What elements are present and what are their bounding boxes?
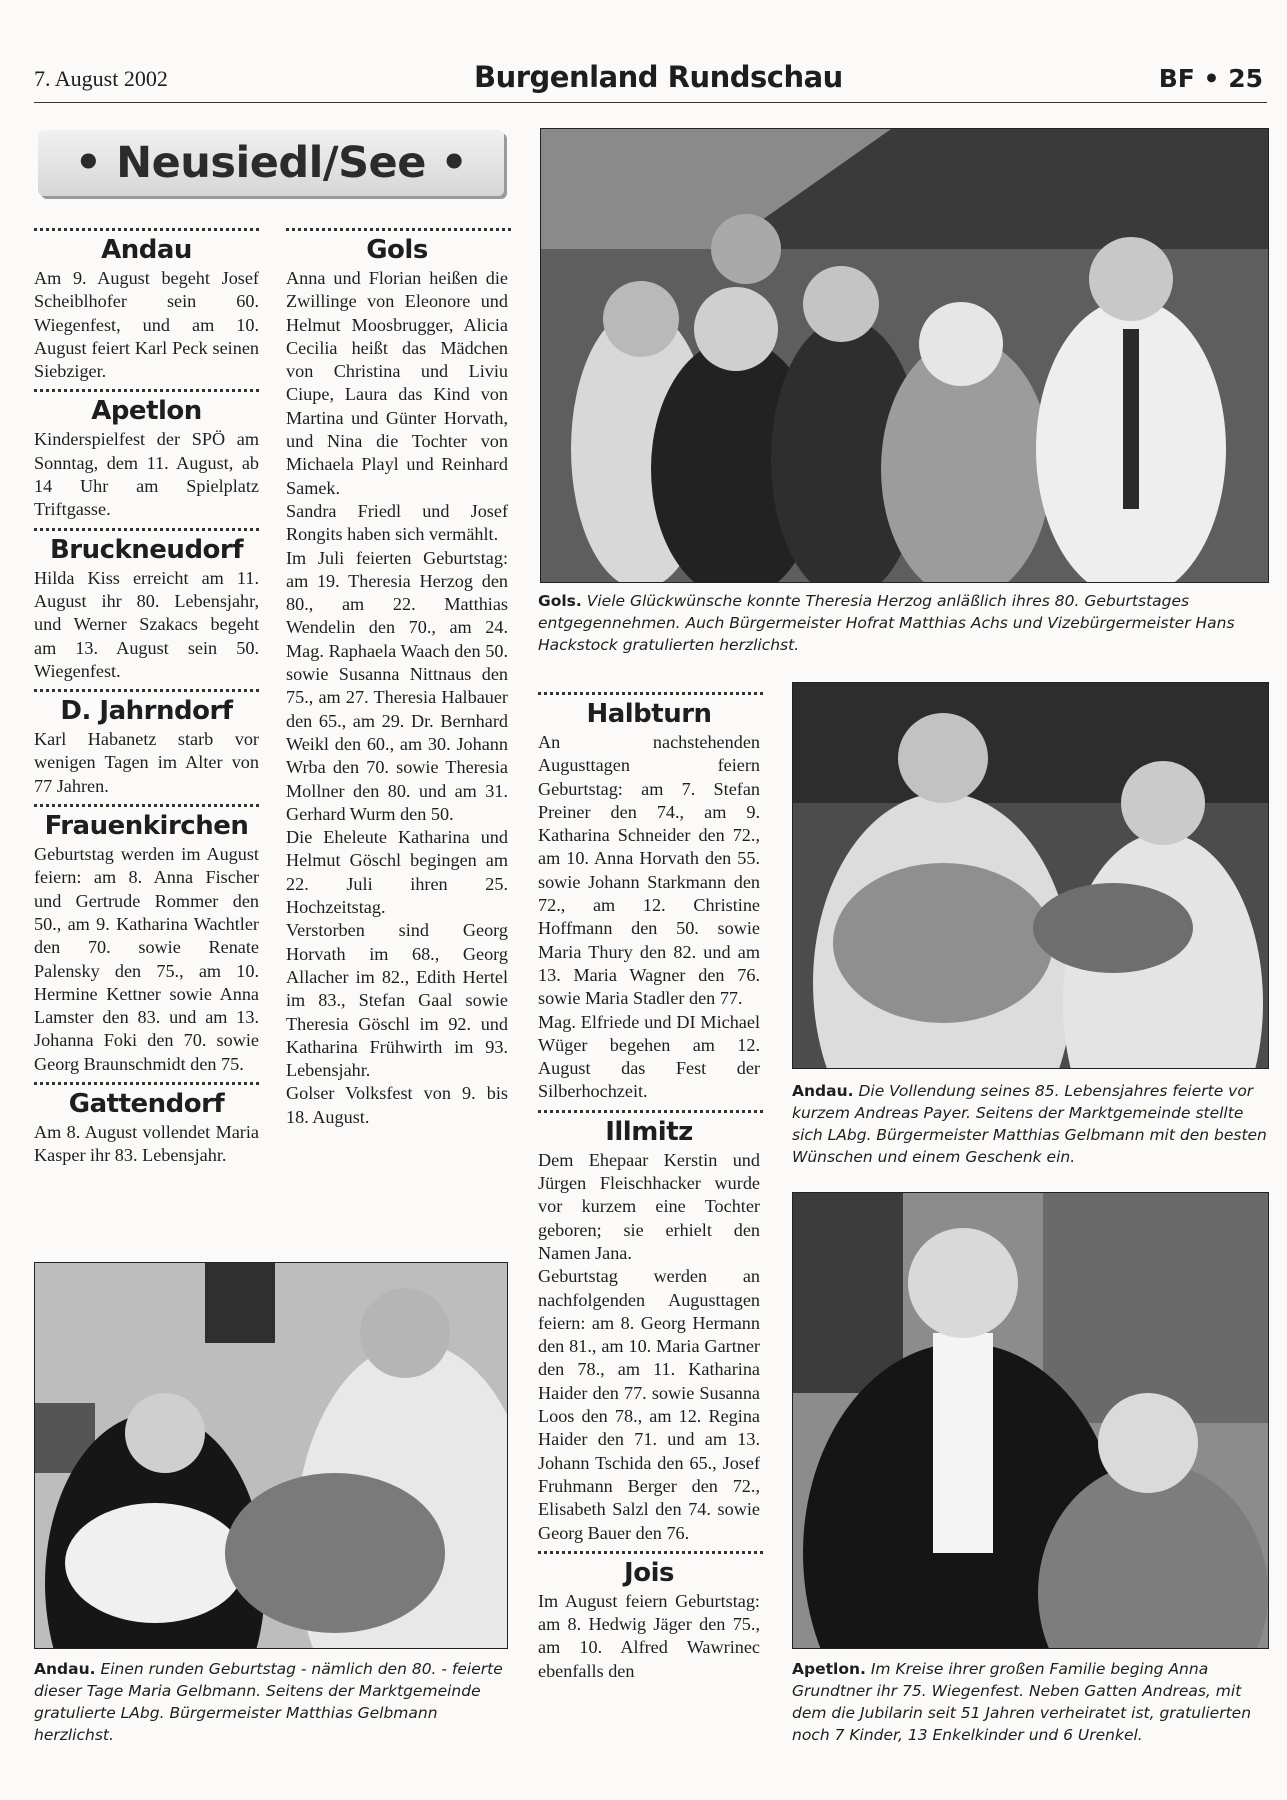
section-paragraph: Die Eheleute Katharina und Helmut Göschl begingen am 22. Juli ihren 25. Hochzeitstag. xyxy=(286,827,508,918)
dotted-divider xyxy=(34,528,259,531)
dotted-divider xyxy=(34,804,259,807)
newspaper-title: Burgenland Rundschau xyxy=(474,60,843,94)
section-paragraph: Sandra Friedl und Josef Rongits haben sich vermählt. xyxy=(286,500,508,545)
section-paragraph: Kinderspielfest der SPÖ am Sonntag, dem 11. August, ab 14 Uhr am Spielplatz Triftgasse. xyxy=(34,429,259,520)
section-paragraph: Im Juli feierten Geburtstag: am 19. Theresia Herzog den 80., am 22. Matthias Wendelin den 70., am 24. Mag. Raphaela Waach den 50. sowie Susanna Nittnaus den 75., am 27. Theresia Halbauer den 65., am 29. Dr. Bernhard Weikl den 60., am 30. Johann Wrba den 70. sowie Theresia Mollner den 80. und am 31. Gerhard Wurm den 50. xyxy=(286,547,508,824)
column-3 xyxy=(538,692,760,1683)
news-section xyxy=(34,1082,259,1168)
dotted-divider xyxy=(34,689,259,692)
news-section xyxy=(538,1551,760,1683)
section-paragraph: Im August feiern Geburtstag: am 8. Hedwig Jäger den 75., am 10. Alfred Wawrinec ebenfalls den xyxy=(538,1590,760,1681)
dotted-divider xyxy=(34,389,259,392)
issue-date: 7. August 2002 xyxy=(34,66,168,91)
caption-gols xyxy=(538,590,1267,656)
caption-text: Die Vollendung seines 85. Lebensjahres feierte vor kurzem Andreas Payer. Seitens der Marktgemeinde stellte sich LAbg. Bürgermeister Matthias Gelbmann mit den besten Wünschen und einem Geschenk ein. xyxy=(792,1082,1267,1166)
section-heading: Bruckneudorf xyxy=(49,534,244,565)
section-paragraph: An nachstehenden Augusttagen feiern Geburtstag: am 7. Stefan Preiner den 74., am 9. Katharina Schneider den 72., am 10. Anna Horvath den 55. sowie Johann Starkmann den 72., am 12. Christine Hoffmann den 50. sowie Maria Thury den 82. und am 13. Maria Wagner den 76. sowie Maria Stadler den 77. xyxy=(538,732,760,1009)
photo-apetlon xyxy=(792,1192,1269,1649)
section-heading: Gattendorf xyxy=(68,1089,225,1120)
section-heading: Jois xyxy=(624,1557,674,1588)
section-heading: D. Jahrndorf xyxy=(60,696,233,727)
news-section xyxy=(34,804,259,1076)
section-heading: Apetlon xyxy=(91,396,202,427)
section-heading: Frauenkirchen xyxy=(44,811,249,842)
section-heading: Andau xyxy=(101,235,192,265)
section-paragraph: Hilda Kiss erreicht am 11. August ihr 80. Lebensjahr, und Werner Szakacs begeht am 13. August sein 50. Wiegenfest. xyxy=(34,567,259,681)
section-paragraph: Dem Ehepaar Kerstin und Jürgen Fleischhacker wurde vor kurzem eine Tochter geboren; sie erhielt den Namen Jana. xyxy=(538,1149,760,1263)
section-paragraph: Karl Habanetz starb vor wenigen Tagen im Alter von 77 Jahren. xyxy=(34,729,259,796)
page-header xyxy=(34,58,1267,103)
caption-place: Apetlon. xyxy=(792,1660,866,1678)
caption-andau-payer xyxy=(792,1080,1267,1168)
section-heading: Halbturn xyxy=(586,699,712,729)
news-section xyxy=(538,1110,760,1545)
section-paragraph: Geburtstag werden an nachfolgenden Augusttagen feiern: am 8. Georg Hermann den 81., am 10. Maria Gartner den 78., am 11. Katharina Haider den 77. sowie Susanna Loos den 78., am 12. Regina Haider den 71. und am 13. Johann Tschida den 65., Josef Fruhmann Berger den 72., Elisabeth Salzl den 74. sowie Georg Bauer den 76. xyxy=(538,1266,760,1543)
caption-text: Viele Glückwünsche konnte Theresia Herzog anläßlich ihres 80. Geburtstages entgegennehmen. Auch Bürgermeister Hofrat Matthias Achs und Vizebürgermeister Hans Hackstock gratulierten herzlichst. xyxy=(538,592,1235,654)
news-section xyxy=(34,528,259,683)
photo-gols-group xyxy=(540,128,1269,583)
caption-place: Andau. xyxy=(792,1082,854,1100)
section-paragraph: Am 9. August begeht Josef Scheiblhofer sein 60. Wiegenfest, und am 10. August feiert Karl Peck seinen Siebziger. xyxy=(34,268,259,382)
section-paragraph: Golser Volksfest von 9. bis 18. August. xyxy=(286,1083,508,1127)
dotted-divider xyxy=(538,692,763,695)
news-section xyxy=(538,692,760,1104)
dotted-divider xyxy=(286,228,511,231)
dotted-divider xyxy=(538,1110,763,1113)
section-heading: Gols xyxy=(366,235,428,265)
news-section xyxy=(34,228,259,383)
caption-andau-gelbmann xyxy=(34,1658,506,1746)
section-paragraph: Verstorben sind Georg Horvath im 68., Georg Allacher im 82., Edith Hertel im 83., Stefan Gaal sowie Theresia Göschl im 92. und Katharina Frühwirth im 93. Lebensjahr. xyxy=(286,920,508,1081)
news-section xyxy=(34,689,259,798)
section-paragraph: Am 8. August vollendet Maria Kasper ihr 83. Lebensjahr. xyxy=(34,1122,259,1166)
section-paragraph: Anna und Florian heißen die Zwillinge von Eleonore und Helmut Moosbrugger, Alicia Cecilia heißt das Mädchen von Christina und Liviu Ciupe, Laura das Kind von Martina und Günter Horvath, und Nina die Tochter von Michaela Playl und Reinhard Samek. xyxy=(286,268,508,498)
region-title: • Neusiedl/See • xyxy=(74,138,468,188)
caption-text: Einen runden Geburtstag - nämlich den 80. - feierte dieser Tage Maria Gelbmann. Seitens der Marktgemeinde gratulierte LAbg. Bürgermeister Matthias Gelbmann herzlichst. xyxy=(34,1660,503,1744)
dotted-divider xyxy=(34,228,259,231)
caption-text: Im Kreise ihrer großen Familie beging Anna Grundtner ihr 75. Wiegenfest. Neben Gatten Andreas, mit dem die Jubilarin seit 51 Jahren verheiratet ist, gratulierten noch 7 Kinder, 13 Enkelkinder und 6 Urenkel. xyxy=(792,1660,1252,1744)
photo-andau-gelbmann xyxy=(34,1262,508,1649)
caption-apetlon xyxy=(792,1658,1267,1746)
dotted-divider xyxy=(538,1551,763,1554)
news-section xyxy=(34,389,259,521)
section-paragraph: Mag. Elfriede und DI Michael Wüger begehen am 12. August das Fest der Silberhochzeit. xyxy=(538,1011,760,1102)
section-heading: Illmitz xyxy=(605,1116,693,1147)
region-banner xyxy=(38,130,504,196)
photo-andau-payer xyxy=(792,682,1269,1069)
caption-place: Andau. xyxy=(34,1660,96,1678)
dotted-divider xyxy=(34,1082,259,1085)
page-number: BF • 25 xyxy=(1158,64,1263,93)
news-section xyxy=(286,228,508,1129)
column-1 xyxy=(34,228,259,1168)
column-2 xyxy=(286,228,508,1129)
caption-place: Gols. xyxy=(538,592,582,610)
section-paragraph: Geburtstag werden im August feiern: am 8. Anna Fischer und Gertrude Rommer den 50., am 9. Katharina Wachtler den 70. sowie Renate Palensky den 75., am 10. Hermine Kettner sowie Anna Lamster den 83. und am 13. Johanna Foki den 70. sowie Georg Braunschmidt den 75. xyxy=(34,844,259,1074)
